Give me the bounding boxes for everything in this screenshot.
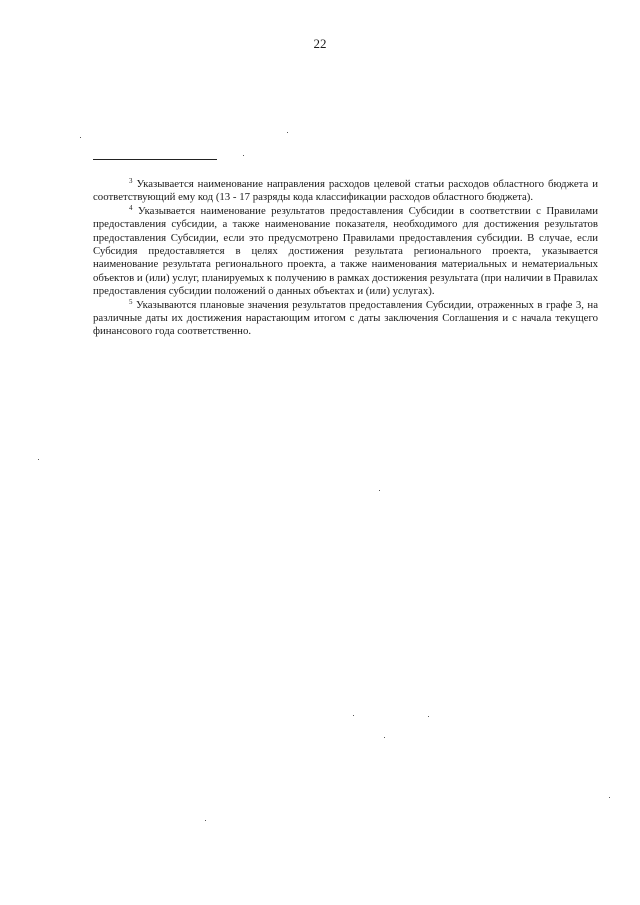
scan-speck (379, 490, 380, 491)
scan-speck (428, 716, 429, 717)
page-number: 22 (313, 36, 327, 51)
footnote-3 (93, 178, 598, 205)
footnote-separator (93, 159, 217, 160)
scan-speck (287, 132, 288, 133)
footnote-5 (93, 299, 598, 339)
scan-speck (205, 820, 206, 821)
footnotes-section (93, 178, 598, 339)
scan-speck (609, 797, 610, 798)
footnote-text: Указываются плановые значения результатов предоставления Субсидии, отраженных в графе 3, на различные даты их достижения нарастающим итогом с даты заключения Соглашения и с начала текущего финансового года соответственно. (93, 298, 599, 338)
footnote-marker: 5 (129, 297, 133, 306)
scan-speck (243, 155, 244, 156)
scan-speck (384, 737, 385, 738)
footnote-text: Указывается наименование направления расходов целевой статьи расходов областного бюджета и соответствующий ему код (13 - 17 разряды кода классификации расходов областного бюджета). (93, 178, 599, 204)
footnote-marker: 4 (129, 203, 133, 212)
scan-speck (80, 137, 81, 138)
scan-speck (353, 715, 354, 716)
footnote-text: Указывается наименование результатов предоставления Субсидии в соответствии с Правилами предоставления субсидии, а также наименование показателя, необходимого для достижения результатов предоставления Субсидии, если это предусмотрено Правилами предоставления субсидии. В случае, если Субсидия предоставляется в целях достижения результата регионального проекта, указывается наименование результата регионального проекта, а также наименования материальных и нематериальных объектов и (или) услуг, планируемых к получению в рамках достижения результата (при наличии в Правилах предоставления субсидии положений о данных объектах и (или) услугах). (93, 204, 598, 298)
footnote-marker: 3 (129, 177, 133, 185)
scan-speck (38, 459, 39, 460)
footnote-4 (93, 205, 598, 299)
